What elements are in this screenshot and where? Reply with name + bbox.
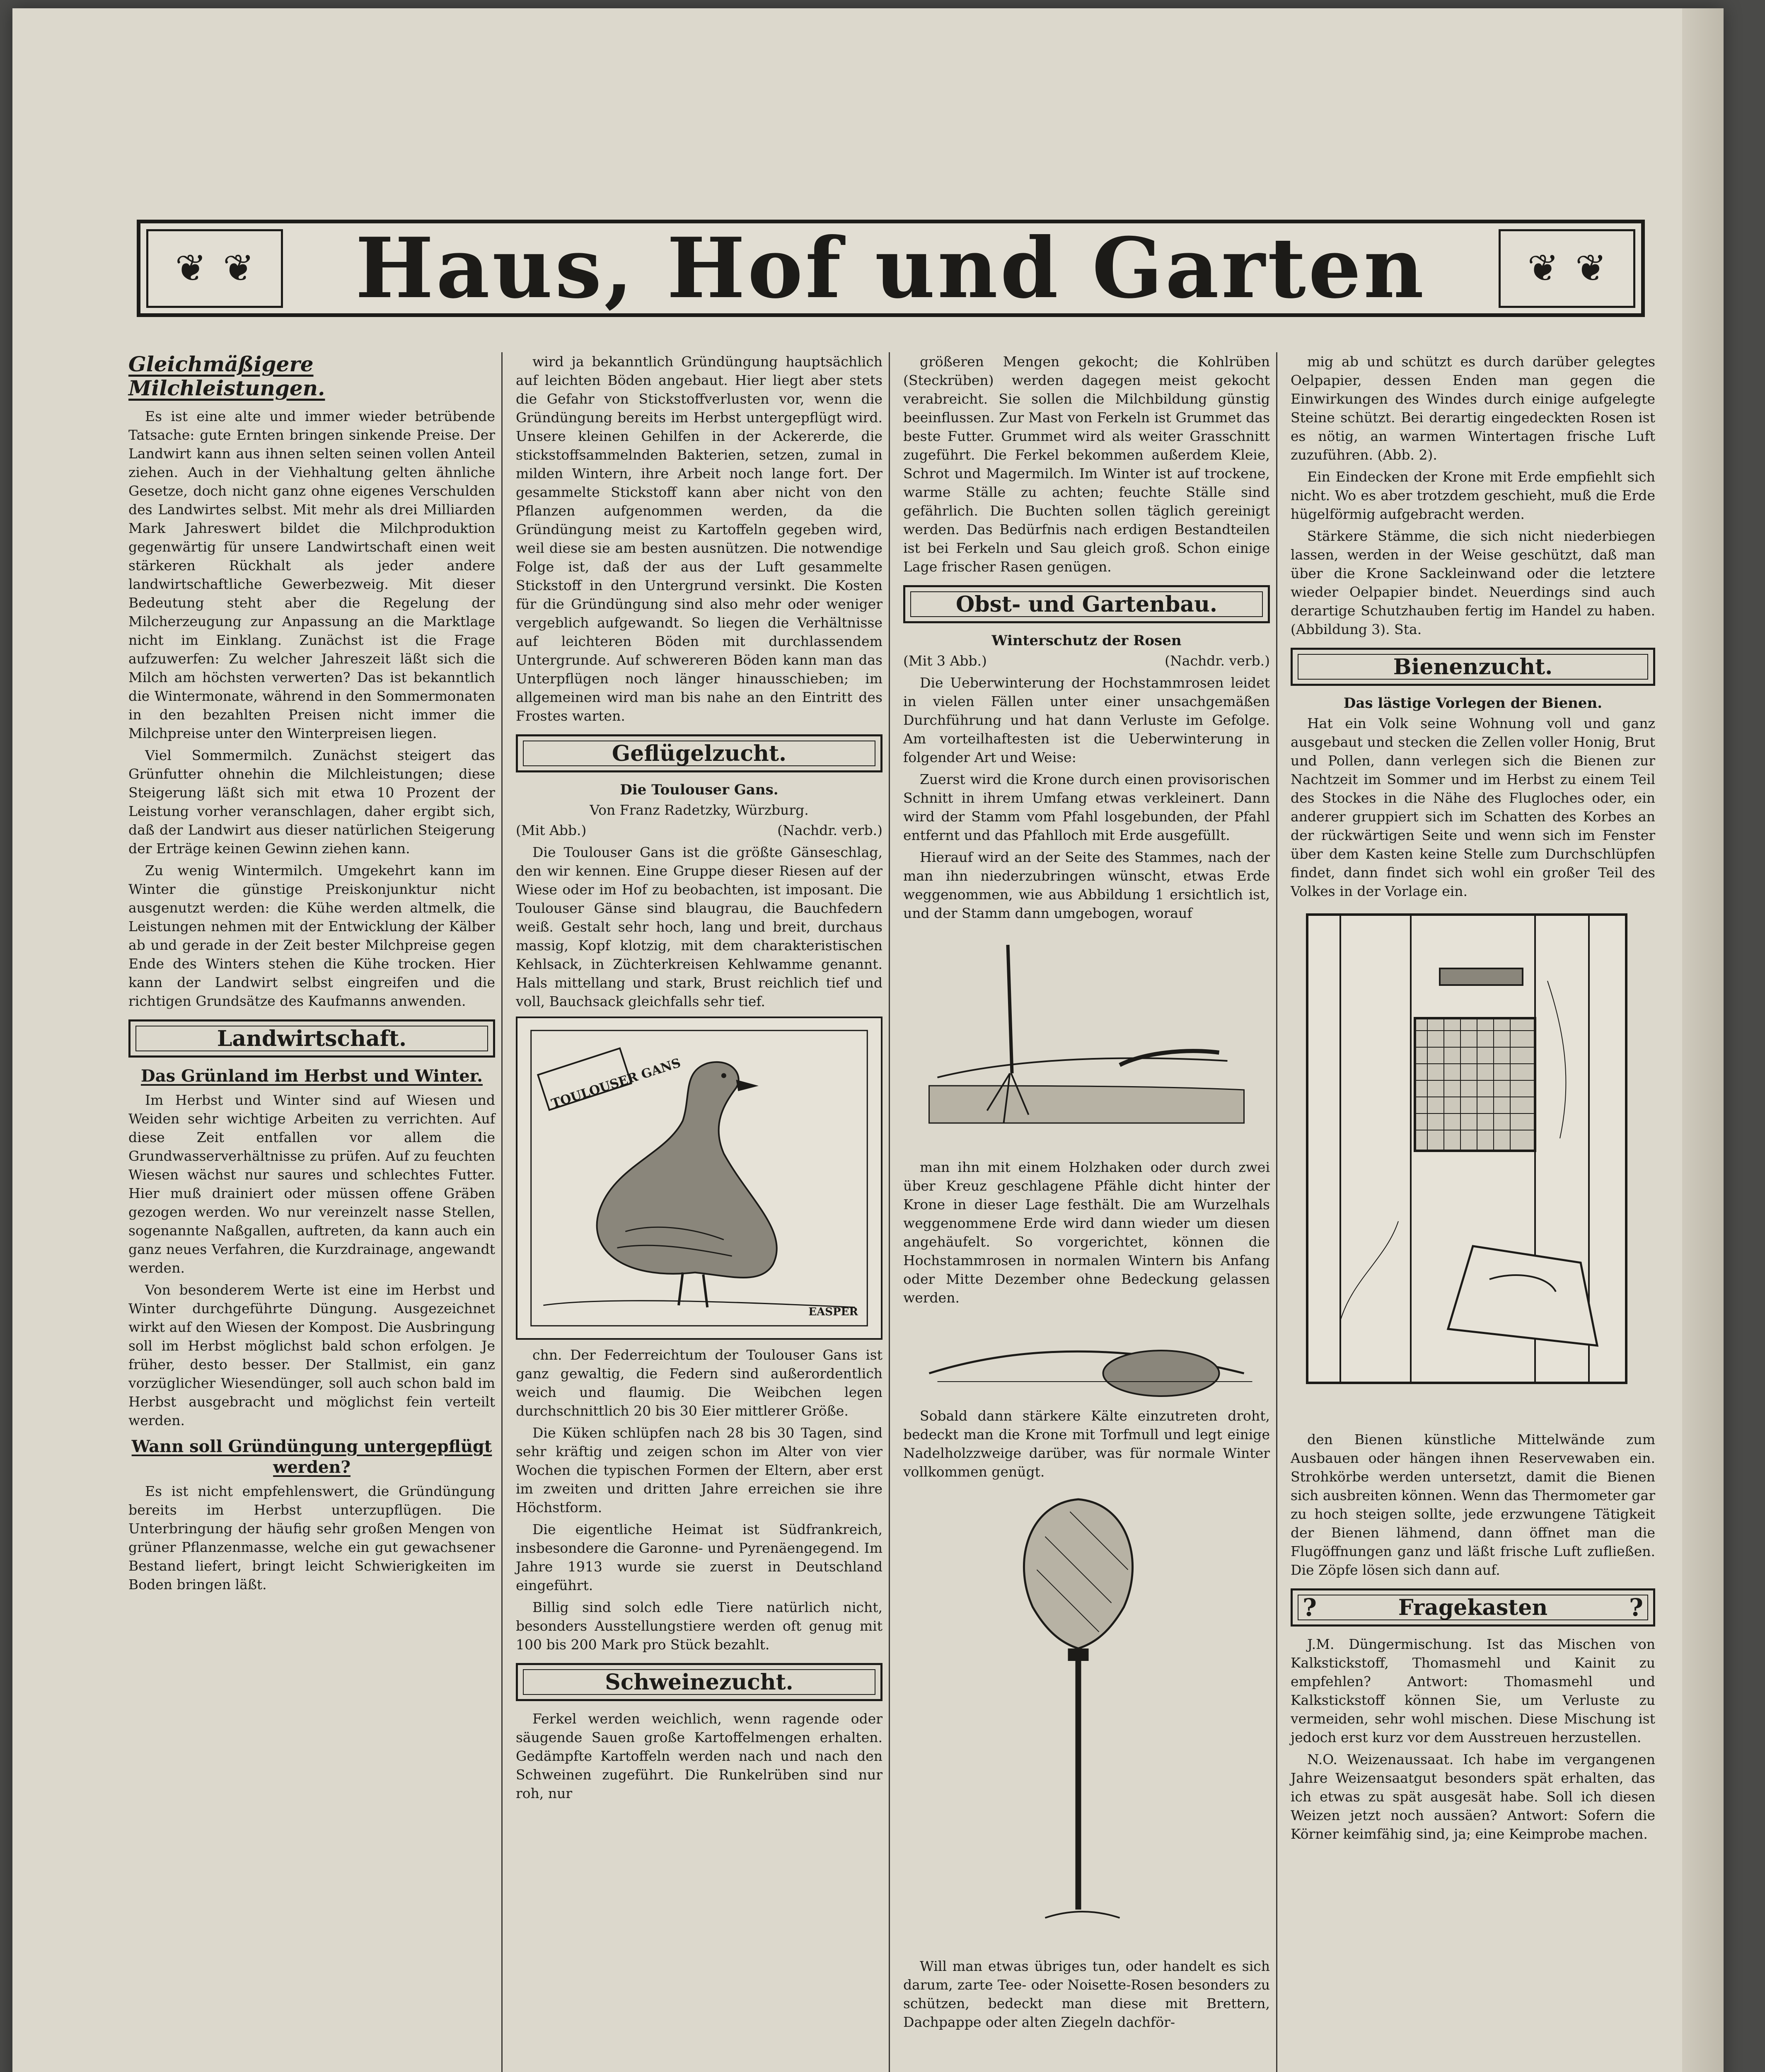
covered-rose-drawing [903,1311,1270,1402]
question-mark-icon: ? [1629,1593,1643,1622]
column-3 [903,352,1270,2035]
column-rule [501,352,503,2072]
page-edge [1682,8,1724,2072]
paragraph: Die Toulouser Gans ist die größte Gänseschlag, den wir kennen. Eine Gruppe dieser Riesen auf der Wiese oder im Hof zu beobachten, ist imposant. Die Toulouser Gänse sind blaugrau, die Bauchfedern weiß. Gestalt sehr hoch, lang und breit, durchaus massig, Kopf klotzig, mit dem charakteristischen Kehlsack, in Züchterkreisen Kehlwamme genannt. Hals mittellang und stark, Brust reichlich tief und voll, Bauchsack gleichfalls sehr tief. [516,844,882,1009]
paragraph: Zuerst wird die Krone durch einen provisorischen Schnitt in ihrem Umfang etwas verkleinert. Dann wird der Stamm vom Pfahl losgebunden, der Pfahl entfernt und das Pfahlloch mit Erde ausgefüllt. [903,771,1270,843]
paragraph: Die Ueberwinterung der Hochstammrosen leidet in vielen Fällen unter einer unsachgemäßen Durchführung und hat dann Verluste im Gefolge. Am vorteilhaftesten ist die Ueberwinterung in folgender Art und Weise: [903,675,1270,765]
rose-figure-1 [903,928,1270,1152]
question-mark-icon: ? [1303,1593,1317,1622]
goose-drawing [517,1018,881,1338]
paragraph: Sobald dann stärkere Kälte einzutreten droht, bedeckt man die Krone mit Torfmull und legt einige Nadelholzzweige darüber, was für normale Winter vollkommen genügt. [903,1408,1270,1480]
column-rule [1276,352,1277,2072]
paragraph: Ferkel werden weichlich, wenn ragende oder säugende Sauen große Kartoffelmengen erhalten. Gedämpfte Kartoffeln werden nach und nach den Schweinen zugeführt. Die Runkelrüben sind nur roh, nur [516,1711,882,1801]
goose-illustration [516,1017,882,1340]
paragraph: Hat ein Volk seine Wohnung voll und ganz ausgebaut und stecken die Zellen voller Honig, Brut und Pollen, dann verlegen sich die Bienen zur Nachtzeit im Sommer und im Herbst zu einem Teil des Stockes in die Nähe des Flugloches oder, ein anderer gruppiert sich im Schatten des Korbes an der rückwärtigen Seite und wenn sich im Fenster über dem Kasten keine Stelle zum Durchschlüpfen findet, dann findet sich wohl ein großer Teil des Volkes in der Vorlage ein. [1291,715,1655,899]
illustration-label: TOULOUSER GANS [549,1055,683,1111]
section-header-landwirtschaft: Landwirtschaft. [128,1019,495,1058]
paragraph: Viel Sommermilch. Zunächst steigert das Grünfutter ohnehin die Milchleistungen; diese Steigerung läßt sich mit etwa 10 Prozent der Leistung vorher veranschlagen, daher ergibt sich, daß der Landwirt aus dieser natürlichen Steigerung der Erträge keinen Gewinn ziehen kann. [128,747,495,857]
paragraph: Die Küken schlüpfen nach 28 bis 30 Tagen, sind sehr kräftig und zeigen schon im Alter von vier Wochen die typischen Formen der Eltern, aber erst im zweiten und dritten Jahre erreichen sie ihre Höchstform. [516,1425,882,1515]
paragraph: Die eigentliche Heimat ist Südfrankreich, insbesondere die Garonne- und Pyrenäengegend. Im Jahre 1913 wurde sie zuerst in Deutschland eingeführt. [516,1521,882,1593]
paragraph: größeren Mengen gekocht; die Kohlrüben (Steckrüben) werden dagegen meist gekocht verabreicht. Sie sollen die Milchbildung günstig beeinflussen. Zur Mast von Ferkeln ist Grummet das beste Futter. Grummet wird als weiter Grasschnitt zugeführt. Die Ferkel bekommen außerdem Kleie, Schrot und Magermilch. Im Winter ist auf trockene, warme Ställe zu achten; feuchte Ställe sind gefährlich. Die Buchten sollen täglich gereinigt werden. Das Bedürfnis nach erdigen Bestandteilen ist bei Ferkeln und Sau gleich groß. Schon einige Lage frischer Rasen genügen. [903,353,1270,575]
leaf-icon: ❦ [175,247,206,290]
section-header-fragekasten: ? Fragekasten ? [1291,1588,1655,1627]
qa-item: N.O. Weizenaussaat. Ich habe im vergangenen Jahre Weizensaatgut besonders spät erhalten, das ich etwas zu spät ausgesät habe. Soll ich diesen Weizen jetzt noch aussäen? Antwort: Sofern die Körner keimfähig sind, ja; eine Keimprobe machen. [1291,1751,1655,1842]
rose-figure-2 [903,1311,1270,1402]
section-header-gefluegelzucht: Geflügelzucht. [516,734,882,772]
byline: Von Franz Radetzky, Würzburg. [590,802,809,818]
leaf-icon: ❦ [1527,247,1559,290]
column-rule [889,352,890,2072]
column-1 [128,352,495,1597]
article-subheading: Winterschutz der Rosen [991,632,1182,649]
section-header-obst-und-gartenbau: Obst- und Gartenbau. [903,585,1270,623]
paragraph: mig ab und schützt es durch darüber gelegtes Oelpapier, dessen Enden man gegen die Einwirkungen des Windes durch einige aufgelegte Steine schützt. Bei derartig eingedeckten Rosen ist es nötig, an warmen Wintertagen frische Luft zuzuführen. (Abb. 2). [1291,353,1655,463]
qa-item: J.M. Düngermischung. Ist das Mischen von Kalkstickstoff, Thomasmehl und Kainit zu empfehlen? Antwort: Thomasmehl und Kalkstickstoff können Sie, um Verluste zu vermeiden, sehr wohl mischen. Diese Mischung ist jedoch erst kurz vor dem Ausstreuen herzustellen. [1291,1636,1655,1745]
section-header-bienenzucht: Bienenzucht. [1291,648,1655,686]
rose-stem-drawing [903,928,1270,1152]
illustrator-signature: EASPER [808,1306,858,1318]
article-subheading: Das Grünland im Herbst und Winter. [141,1066,483,1086]
beehive-drawing [1291,906,1655,1424]
paragraph: man ihn mit einem Holzhaken oder durch zwei über Kreuz geschlagene Pfähle dicht hinter der Krone in dieser Lage festhält. Die am Wurzelhals weggenommene Erde wird dann wieder um diesen angehäufelt. So vorgerichtet, können die Hochstammrosen in normalen Wintern bis Anfang oder Mitte Dezember ohne Bedeckung gelassen werden. [903,1159,1270,1306]
column-4 [1291,352,1655,1847]
paragraph: Von besonderem Werte ist eine im Herbst und Winter durchgeführte Düngung. Ausgezeichnet wirkt auf den Wiesen der Kompost. Die Ausbringung soll im Herbst möglichst bald schon erfolgen. Je früher, desto besser. Der Stallmist, ein ganz vorzüglicher Wiesendünger, soll auch schon bald im Herbst ausgebracht und möglichst fein verteilt werden. [128,1282,495,1428]
article-notes: (Mit 3 Abb.) (Nachdr. verb.) [903,653,1270,669]
article-subheading: Die Toulouser Gans. [620,782,779,798]
banner-title: Haus, Hof und Garten [355,220,1427,317]
paragraph: Billig sind solch edle Tiere natürlich nicht, besonders Ausstellungstiere werden oft genug mit 100 bis 200 Mark pro Stück bezahlt. [516,1599,882,1653]
paragraph: Stärkere Stämme, die sich nicht niederbiegen lassen, werden in der Weise geschützt, daß man über die Krone Sackleinwand oder die letztere wieder Oelpapier bindet. Neuerdings sind auch derartige Schutzhauben fertig im Handel zu haben. (Abbildung 3). Sta. [1291,528,1655,637]
rose-figure-3 [903,1487,1270,1951]
paragraph: Es ist eine alte und immer wieder betrübende Tatsache: gute Ernten bringen sinkende Preise. Der Landwirt kann aus ihnen selten seinen vollen Anteil ziehen. Auch in der Viehhaltung gelten ähnliche Gesetze, doch nicht ganz ohne eigenes Verschulden des Landwirtes selbst. Mit mehr als drei Milliarden Mark Jahreswert bildet die Milchproduktion gegenwärtig für unsere Landwirtschaft einen weit stärkeren Rückhalt als jeder andere landwirtschaftliche Gewerbezweig. Mit dieser Bedeutung steht aber die Regelung der Milcherzeugung zur Anpassung an die Marktlage nicht im Einklang. Zunächst ist die Frage aufzuwerfen: Zu welcher Jahreszeit läßt sich die Milch am höchsten verwerten? Das ist bekanntlich die Wintermonate, während in den Sommermonaten in den bezahlten Preisen nicht immer die Milchpreise unter den Winterpreisen liegen. [128,408,495,741]
article-subheading: Wann soll Gründüngung untergepflügt werden? [131,1437,492,1477]
paragraph: chn. Der Federreichtum der Toulouser Gans ist ganz gewaltig, die Federn sind außerordentlich weich und flaumig. Die Weibchen legen durchschnittlich 20 bis 30 Eier mittlerer Größe. [516,1347,882,1419]
column-2 [516,352,882,1806]
paragraph: Will man etwas übriges tun, oder handelt es sich darum, zarte Tee- oder Noisette-Rosen besonders zu schützen, bedeckt man diese mit Brettern, Dachpappe oder alten Ziegeln dachför- [903,1958,1270,2030]
leaf-icon: ❦ [223,247,254,290]
newspaper-page [12,8,1724,2072]
page-banner [137,220,1645,317]
paragraph: den Bienen künstliche Mittelwände zum Ausbauen oder hängen ihnen Reservewaben ein. Strohkörbe werden untersetzt, damit die Bienen sich ausbreiten können. Wenn das Thermometer gar zu hoch steigen sollte, jede erzwungene Tätigkeit der Bienen lähmend, dann öffnet man die Flugöffnungen ganz und läßt frische Luft zufließen. Die Zöpfe lösen sich dann auf. [1291,1431,1655,1578]
paragraph: Es ist nicht empfehlenswert, die Gründüngung bereits im Herbst unterzupflügen. Die Unterbringung der häufig sehr großen Mengen von grüner Pflanzenmasse, welche ein gut gewachsener Bestand liefert, bringt leicht Schwierigkeiten im Boden bringen läßt. [128,1483,495,1593]
paragraph: Zu wenig Wintermilch. Umgekehrt kann im Winter die günstige Preiskonjunktur nicht ausgenutzt werden: die Kühe werden altmelk, die Leistungen nehmen mit der Entwicklung der Kälber ab und gerade in der Zeit bester Milchpreise gegen Ende des Winters stehen die Kühe trocken. Hier kann der Landwirt selbst eingreifen und die richtigen Grundsätze des Kaufmanns anwenden. [128,862,495,1009]
paragraph: Ein Eindecken der Krone mit Erde empfiehlt sich nicht. Wo es aber trotzdem geschieht, muß die Erde hügelförmig aufgebracht werden. [1291,469,1655,522]
paragraph: Hierauf wird an der Seite des Stammes, nach der man ihn niederzubringen wünscht, etwas Erde weggenommen, wie aus Abbildung 1 ersichtlich ist, und der Stamm dann umgebogen, worauf [903,849,1270,921]
section-header-schweinezucht: Schweinezucht. [516,1663,882,1701]
article-notes: (Mit Abb.) (Nachdr. verb.) [516,822,882,838]
paragraph: wird ja bekanntlich Gründüngung hauptsächlich auf leichten Böden angebaut. Hier liegt aber stets die Gefahr von Stickstoffverlusten vor, wenn die Gründüngung bereits im Herbst untergepflügt wird. Unsere kleinen Gehilfen in der Ackererde, die stickstoffsammelnden Bakterien, setzen, zumal in milden Wintern, ihre Arbeit noch lange fort. Der gesammelte Stickstoff kann aber nicht von den Pflanzen aufgenommen werden, da die Gründüngung meist zu Kartoffeln gegeben wird, weil diese sie am besten ausnützen. Die notwendige Folge ist, daß der aus der Luft gesammelte Stickstoff in den Untergrund versinkt. Die Kosten für die Gründüngung sind also mehr oder weniger vergeblich aufgewandt. So liegen die Verhältnisse auf leichteren Böden mit durchlassendem Untergrunde. Auf schwereren Böden kann man das Unterpflügen noch länger hinausschieben; im allgemeinen wird man bis nahe an den Eintritt des Frostes warten. [516,353,882,724]
beehive-illustration [1291,906,1655,1424]
rose-hood-drawing [903,1487,1270,1951]
article-subheading: Das lästige Vorlegen der Bienen. [1343,695,1603,712]
banner-ornament-right [1499,229,1635,308]
banner-ornament-left [146,229,283,308]
leaf-icon: ❦ [1575,247,1607,290]
article-heading: Gleichmäßigere Milchleistungen. [128,352,325,400]
paragraph: Im Herbst und Winter sind auf Wiesen und Weiden sehr wichtige Arbeiten zu verrichten. Auf diese Zeit entfallen vor allem die Grundwasserverhältnisse zu prüfen. Auf zu feuchten Wiesen wächst nur saures und schlechtes Futter. Hier muß drainiert oder müssen offene Gräben gezogen werden. Wo nur vereinzelt nasse Stellen, sogenannte Naßgallen, auftreten, da kann auch ein ganz neues Verfahren, die Kurzdrainage, angewandt werden. [128,1092,495,1276]
